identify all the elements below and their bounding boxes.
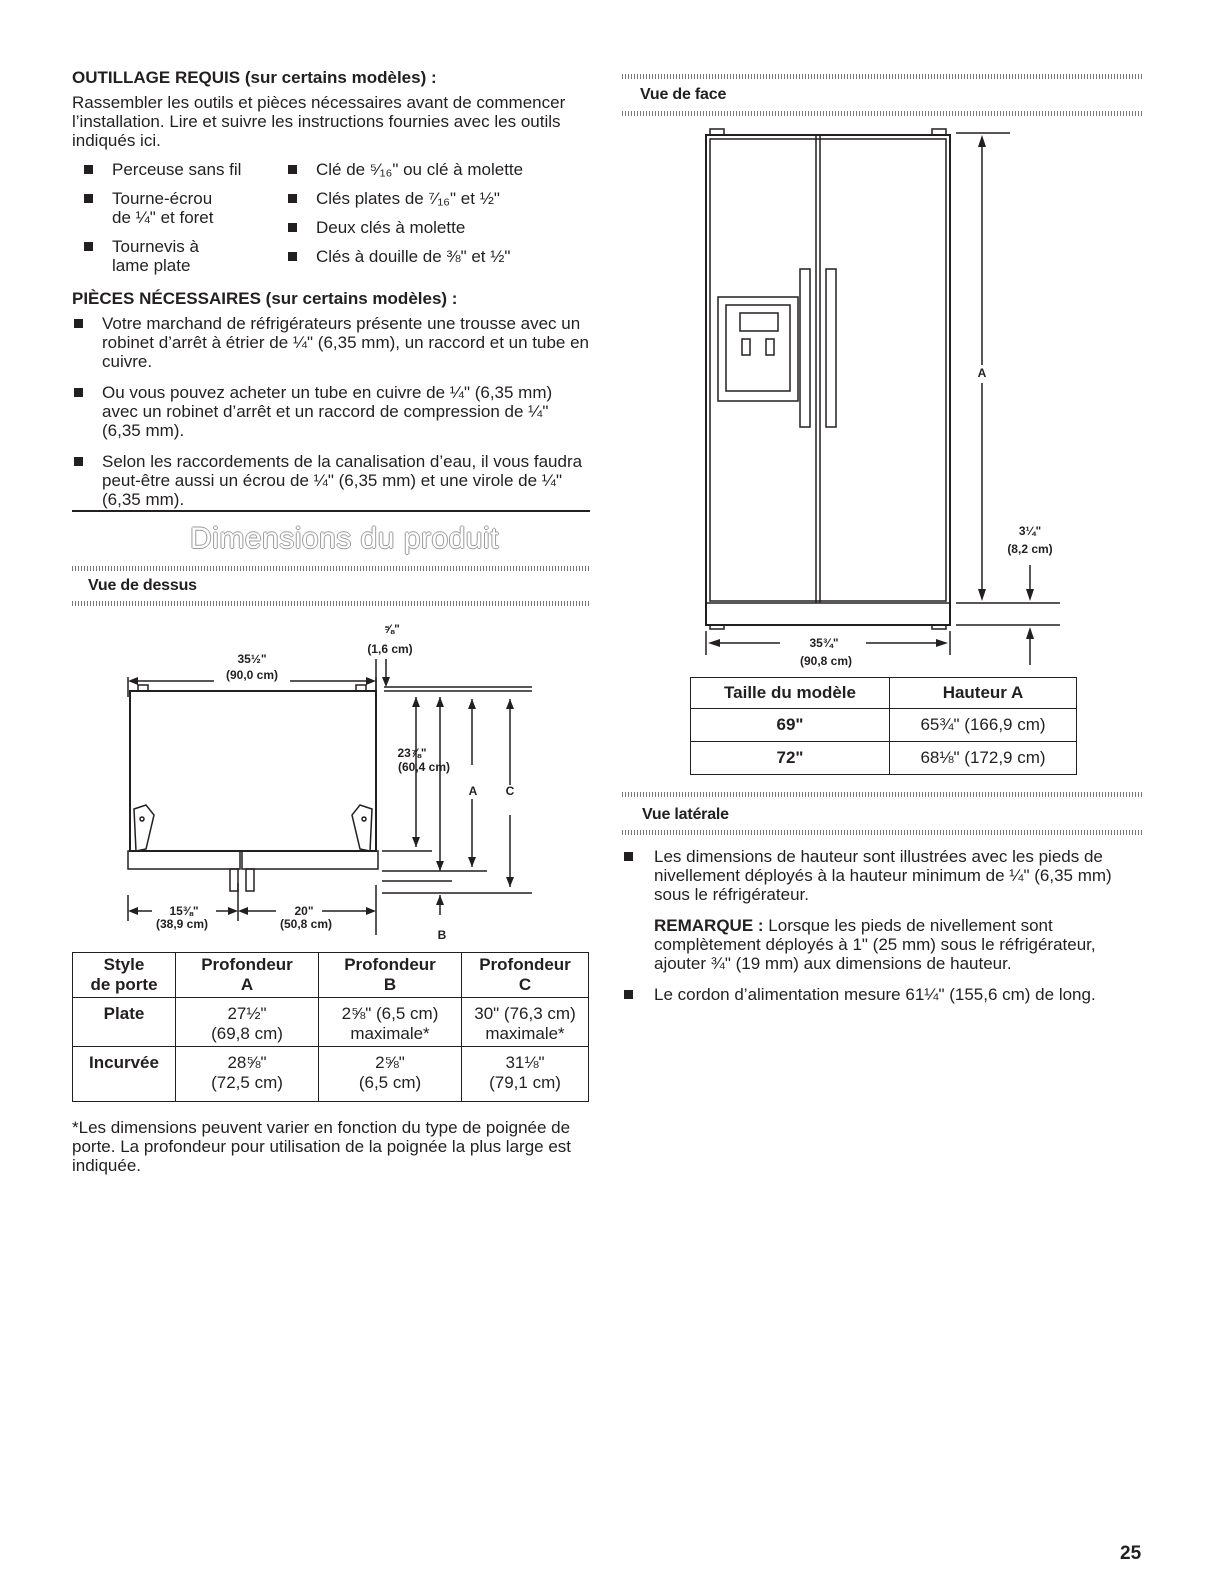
top-view-diagram [72, 615, 592, 945]
table-cell: 65¾" (166,9 cm) [890, 709, 1077, 742]
a-label: A [468, 784, 478, 798]
table-row [691, 709, 1077, 742]
tool-item: Tournevis à lame plate [84, 237, 212, 275]
table-cell: 68⅛" (172,9 cm) [890, 742, 1077, 775]
page-number: 25 [1120, 1543, 1142, 1564]
table-cell: 30" (76,3 cm) maximale* [462, 998, 589, 1047]
tool-item: Clé de ⁵⁄₁₆" ou clé à molette [288, 160, 588, 179]
handle-right [826, 269, 836, 427]
tool-item: Clés plates de ⁷⁄₁₆" et ½" [288, 189, 588, 208]
gap-cm-label: (1,6 cm) [367, 642, 413, 656]
width-in-label: 35½" [237, 652, 267, 666]
table-cell: 27½" (69,8 cm) [176, 998, 319, 1047]
height-a-label: A [977, 366, 987, 380]
tool-item: Deux clés à molette [288, 218, 588, 237]
depth-in-label: 23⅞" [397, 746, 427, 760]
tool-item: Perceuse sans fil [84, 160, 274, 179]
width-in-label: 35¾" [809, 636, 839, 650]
door-right [242, 851, 378, 869]
door-right-cm-label: (50,8 cm) [279, 917, 333, 931]
hatch-rule [622, 830, 1142, 835]
c-label: C [505, 784, 515, 798]
front-view-title: Vue de face [640, 86, 727, 103]
parts-list [74, 314, 589, 509]
width-cm-label: (90,0 cm) [225, 668, 279, 682]
hatch-rule [622, 792, 1142, 797]
top-view-title: Vue de dessus [88, 577, 197, 594]
door-left-in-label: 15⅜" [169, 904, 199, 918]
handle-left [800, 269, 810, 427]
hatch-rule [622, 111, 1142, 116]
fridge-body-top [130, 691, 376, 851]
gap-in-label: ⅝" [384, 622, 400, 636]
door-right-in-label: 20" [294, 904, 314, 918]
b-label: B [437, 928, 447, 942]
tools-intro: Rassembler les outils et pièces nécessaires avant de commencer l’installation. Lire et suivre les instructions fournies avec les outils indiqués ici. [72, 93, 566, 150]
tool-item: Clés à douille de ⅜" et ½" [288, 247, 588, 266]
tool-item: Tourne-écrou de ¼" et foret [84, 189, 222, 227]
side-view-list [624, 847, 1144, 1004]
table-header-row [691, 678, 1077, 709]
parts-heading: PIÈCES NÉCESSAIRES (sur certains modèles) : [72, 289, 458, 308]
door-left-cm-label: (38,9 cm) [155, 917, 209, 931]
front-view-diagram [690, 125, 1070, 675]
hatch-rule [622, 74, 1142, 79]
tools-left-list [84, 160, 274, 275]
parts-item: Votre marchand de réfrigérateurs présente une trousse avec un robinet d’arrêt à étrier de ¼" (6,35 mm), un raccord et un tube en cuivre. [74, 314, 589, 371]
top-view-table [72, 952, 589, 1102]
width-cm-label: (90,8 cm) [799, 654, 853, 668]
table-header: Hauteur A [890, 678, 1077, 709]
dimensions-title: Dimensions du produit [190, 522, 499, 555]
table-cell: 2⅝" (6,5 cm) [319, 1047, 462, 1102]
table-cell: 31⅛" (79,1 cm) [462, 1047, 589, 1102]
side-view-note: REMARQUE : Lorsque les pieds de nivellement sont complètement déployés à 1" (25 mm) sous le réfrigérateur, ajouter ¾" (19 mm) aux dimensions de hauteur. [654, 916, 1096, 973]
table-row [73, 998, 589, 1047]
section-rule [72, 510, 590, 512]
tools-right-list [288, 160, 588, 266]
table-row [691, 742, 1077, 775]
table-cell: 28⅝" (72,5 cm) [176, 1047, 319, 1102]
gap-in-label: 3¼" [1018, 524, 1042, 538]
hatch-rule [72, 566, 590, 571]
parts-item: Ou vous pouvez acheter un tube en cuivre de ¼" (6,35 mm) avec un robinet d’arrêt et un raccord de compression de ¼" (6,35 mm). [74, 383, 589, 440]
side-view-item: Le cordon d’alimentation mesure 61¼" (155,6 cm) de long. [624, 985, 1144, 1004]
table-header-row [73, 953, 589, 998]
table-header: Profondeur B [319, 953, 462, 998]
footnote: *Les dimensions peuvent varier en fonction du type de poignée de porte. La profondeur pour utilisation de la poignée la plus large est indiquée. [72, 1118, 572, 1175]
door-left [128, 851, 240, 869]
table-cell: 2⅝" (6,5 cm) maximale* [319, 998, 462, 1047]
table-cell: Plate [73, 998, 176, 1047]
front-view-table [690, 677, 1077, 775]
fridge-body-front [706, 135, 950, 625]
parts-item: Selon les raccordements de la canalisation d’eau, il vous faudra peut-être aussi un écrou de ¼" (6,35 mm) et une virole de ¼" (6,35 mm). [74, 452, 589, 509]
table-header: Style de porte [73, 953, 176, 998]
side-view-item: Les dimensions de hauteur sont illustrées avec les pieds de nivellement déployés à la hauteur minimum de ¼" (6,35 mm) sous le réfrigérateur. REMARQUE : Lorsque les pieds de nivellement sont complètement déployés à 1" (25 mm) sous le réfrigérateur, ajouter ¾" (19 mm) aux dimensions de hauteur. [624, 847, 1144, 973]
table-cell: Incurvée [73, 1047, 176, 1102]
hatch-rule [72, 601, 590, 606]
table-header: Taille du modèle [691, 678, 890, 709]
gap-cm-label: (8,2 cm) [1007, 542, 1053, 556]
table-row [73, 1047, 589, 1102]
depth-cm-label: (60,4 cm) [397, 760, 451, 774]
side-view-title: Vue latérale [642, 806, 729, 823]
table-cell: 69" [691, 709, 890, 742]
table-header: Profondeur C [462, 953, 589, 998]
tools-heading: OUTILLAGE REQUIS (sur certains modèles) : [72, 68, 437, 87]
table-cell: 72" [691, 742, 890, 775]
table-header: Profondeur A [176, 953, 319, 998]
